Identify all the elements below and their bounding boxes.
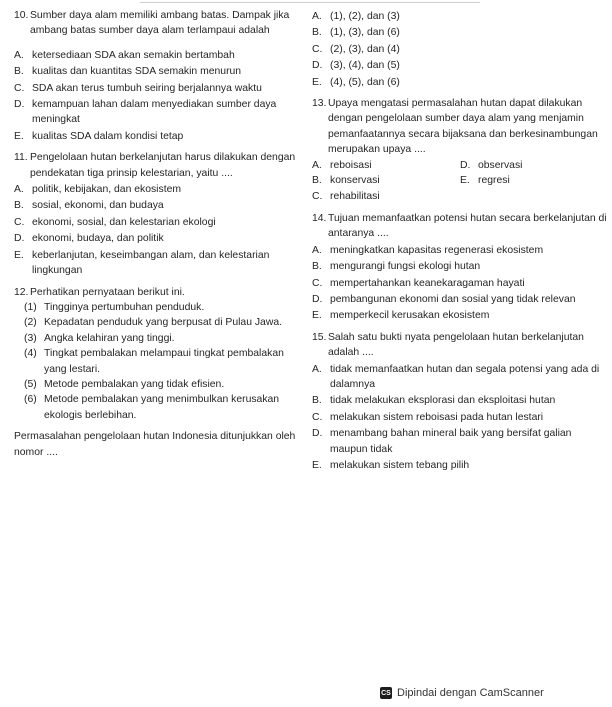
statement-3: (3) Angka kelahiran yang tinggi.	[24, 332, 175, 344]
question-text: Perhatikan pernyataan berikut ini.	[30, 286, 185, 298]
option-b: B. tidak melakukan eksplorasi dan eksploitasi hutan	[312, 395, 556, 407]
question-text: Sumber daya alam memiliki ambang batas. Dampak jika ambang batas sumber daya alam terlampaui adalah	[30, 10, 290, 37]
question-12-options	[312, 9, 608, 90]
option-b: B. konservasi	[312, 175, 380, 187]
option-d: D. observasi	[460, 159, 523, 171]
option-c: C. SDA akan terus tumbuh seiring berjalannya waktu	[14, 82, 262, 94]
question-14	[312, 211, 608, 324]
question-number: 14.	[312, 212, 327, 224]
option-a: A. reboisasi	[312, 159, 372, 171]
question-12	[14, 285, 306, 460]
question-number: 10.	[14, 10, 29, 21]
question-text: Tujuan memanfaatkan potensi hutan secara berkelanjutan di antaranya ....	[328, 212, 607, 240]
camscanner-icon: CS	[380, 687, 392, 699]
option-e: E. regresi	[460, 175, 510, 187]
question-number: 15.	[312, 331, 327, 343]
option-e: E. keberlanjutan, keseimbangan alam, dan kelestarian lingkungan	[14, 249, 270, 277]
option-e: E. memperkecil kerusakan ekosistem	[312, 310, 490, 322]
left-column	[14, 8, 306, 466]
question-15	[312, 330, 608, 474]
page-edge-line	[140, 2, 480, 3]
question-closing: Permasalahan pengelolaan hutan Indonesia ditunjukkan oleh nomor ....	[14, 431, 296, 458]
option-b: B. mengurangi fungsi ekologi hutan	[312, 261, 481, 273]
option-c: C. (2), (3), dan (4)	[312, 43, 400, 55]
statement-2: (2) Kepadatan penduduk yang berpusat di Pulau Jawa.	[24, 317, 283, 329]
question-10	[14, 8, 306, 144]
right-column	[312, 8, 608, 479]
option-a: A. politik, kebijakan, dan ekosistem	[14, 184, 182, 196]
option-d: D. (3), (4), dan (5)	[312, 60, 400, 72]
option-c: C. ekonomi, sosial, dan kelestarian ekologi	[14, 216, 216, 228]
question-text: Pengelolaan hutan berkelanjutan harus dilakukan dengan pendekatan tiga prinsip kelestarian, yaitu ....	[30, 152, 296, 179]
option-d: D. pembangunan ekonomi dan sosial yang tidak relevan	[312, 293, 576, 305]
option-e: E. kualitas SDA dalam kondisi tetap	[14, 130, 184, 142]
option-a: A. meningkatkan kapasitas regenerasi ekosistem	[312, 244, 544, 256]
question-13	[312, 96, 608, 205]
watermark-text: Dipindai dengan CamScanner	[397, 687, 544, 699]
question-number: 11.	[14, 152, 28, 164]
scanner-watermark	[380, 687, 544, 699]
option-c: C. mempertahankan keanekaragaman hayati	[312, 277, 525, 289]
question-text: Upaya mengatasi permasalahan hutan dapat dilakukan dengan pengelolaan sumber daya alam yang menjamin pemanfaatannya secara bijaksana dan berkesinambungan merupakan upaya ....	[328, 98, 598, 156]
option-c: C. melakukan sistem reboisasi pada hutan lestari	[312, 411, 544, 423]
option-e: E. (4), (5), dan (6)	[312, 76, 400, 88]
statement-4: (4) Tingkat pembalakan melampaui tingkat pembalakan yang lestari.	[24, 348, 284, 375]
question-text: Salah satu bukti nyata pengelolaan hutan berkelanjutan adalah ....	[328, 331, 584, 359]
question-number: 13.	[312, 98, 327, 110]
option-a: A. ketersediaan SDA akan semakin bertambah	[14, 49, 235, 61]
statement-1: (1) Tingginya pertumbuhan penduduk.	[24, 301, 205, 313]
option-a: A. tidak memanfaatkan hutan dan segala potensi yang ada di dalamnya	[312, 363, 600, 390]
option-c: C. rehabilitasi	[312, 191, 380, 203]
question-11	[14, 150, 306, 278]
option-d: D. ekonomi, budaya, dan politik	[14, 233, 164, 245]
question-number: 12.	[14, 286, 29, 298]
statement-5: (5) Metode pembalakan yang tidak efisien.	[24, 378, 225, 390]
option-e: E. melakukan sistem tebang pilih	[312, 459, 470, 471]
option-b: B. (1), (3), dan (6)	[312, 27, 400, 39]
option-a: A. (1), (2), dan (3)	[312, 11, 400, 22]
option-b: B. kualitas dan kuantitas SDA semakin menurun	[14, 66, 242, 78]
option-b: B. sosial, ekonomi, dan budaya	[14, 200, 164, 212]
statement-6: (6) Metode pembalakan yang menimbulkan kerusakan ekologis berlebihan.	[24, 394, 280, 421]
option-d: D. menambang bahan mineral baik yang bersifat galian maupun tidak	[312, 428, 572, 455]
option-d: D. kemampuan lahan dalam menyediakan sumber daya meningkat	[14, 99, 277, 126]
